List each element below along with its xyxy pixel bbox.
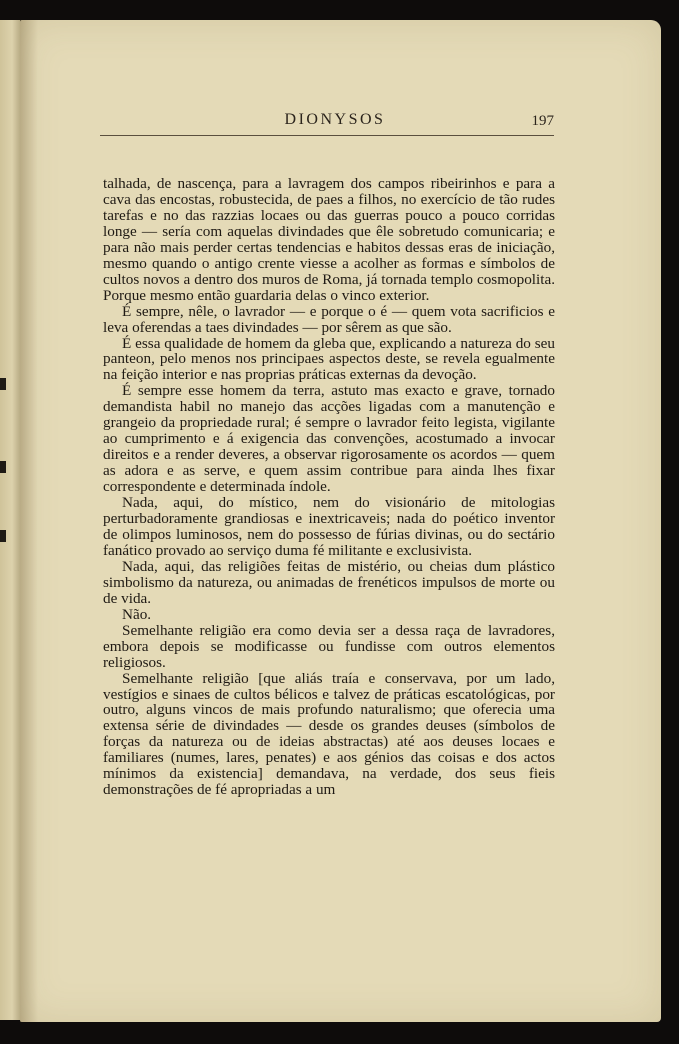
body-text bbox=[103, 176, 555, 798]
edge-tab-mark bbox=[0, 530, 6, 542]
page-number: 197 bbox=[531, 113, 554, 129]
paragraph: talhada, de nascença, para a lavragem dos campos ribeirinhos e para a cava das encostas, robustecida, de paes a filhos, no exercício de tão rudes tarefas e no das razzias locaes ou das guerras pouco a pouco corridas longe — sería com aquelas divindades que êle sobretudo comunicaria; e para não mais perder certas tendencias e habitos dessas eras de iniciação, mesmo quando o antigo crente viesse a acolher as formas e símbolos de cultos novos a dentro dos muros de Roma, já tornada templo cosmopolita. Porque mesmo então guardaria delas o vinco exterior. bbox=[103, 175, 555, 304]
paragraph: É sempre esse homem da terra, astuto mas exacto e grave, tornado demandista habil no manejo das acções ligadas com a manutenção e grangeio da propriedade rural; é sempre o lavrador feito legista, vigilante ao cumprimento e á exigencia das convenções, acostumado a invocar direitos e a render deveres, a observar rigorosamente os acordos — quem as adora e as serve, e quem assim contribue para ainda lhes fixar correspondente e determinada índole. bbox=[103, 382, 555, 496]
book-page bbox=[20, 20, 661, 1022]
edge-tab-mark bbox=[0, 461, 6, 473]
paragraph: É sempre, nêle, o lavrador — e porque o é — quem vota sacrificios e leva oferendas a taes divindades — por sêrem as que são. bbox=[103, 302, 555, 336]
running-head bbox=[100, 111, 554, 136]
paragraph: Nada, aqui, das religiões feitas de mistério, ou cheias dum plástico simbolismo da natureza, ou animadas de frenéticos impulsos de morte ou de vida. bbox=[103, 557, 555, 607]
paragraph: Semelhante religião era como devia ser a dessa raça de lavradores, embora depois se modificasse ou fundisse com outros elementos religiosos. bbox=[103, 621, 555, 671]
paragraph: É essa qualidade de homem da gleba que, explicando a natureza do seu panteon, pelo menos nos principaes aspectos deste, se revela egualmente na feição interior e nas proprias práticas externas da devoção. bbox=[103, 334, 555, 384]
paragraph: Nada, aqui, do místico, nem do visionário de mitologias perturbadoramente grandiosas e inextricaveis; nada do poético inventor de olimpos luminosos, nem do possesso de fúrias divinas, ou do sectário fanático provado ao serviço duma fé militante e exclusivista. bbox=[103, 494, 555, 559]
paragraph: Não. bbox=[122, 605, 152, 623]
edge-tab-mark bbox=[0, 378, 6, 390]
paragraph: Semelhante religião [que aliás traía e conservava, por um lado, vestígios e sinaes de cultos bélicos e talvez de práticas escatológicas, por outro, alguns vincos de mais profundo naturalismo; que oferecia uma extensa série de divindades — desde os grandes deuses (símbolos de forças da natureza ou de ideias abstractas) até aos deuses locaes e familiares (numes, lares, penates) e aos génios das coisas e dos actos mínimos da existencia] demandava, na verdade, dos seus fieis demonstrações de fé apropriadas a um bbox=[103, 669, 555, 799]
previous-page-edge bbox=[0, 20, 20, 1020]
running-head-title: DIONYSOS bbox=[284, 111, 386, 128]
